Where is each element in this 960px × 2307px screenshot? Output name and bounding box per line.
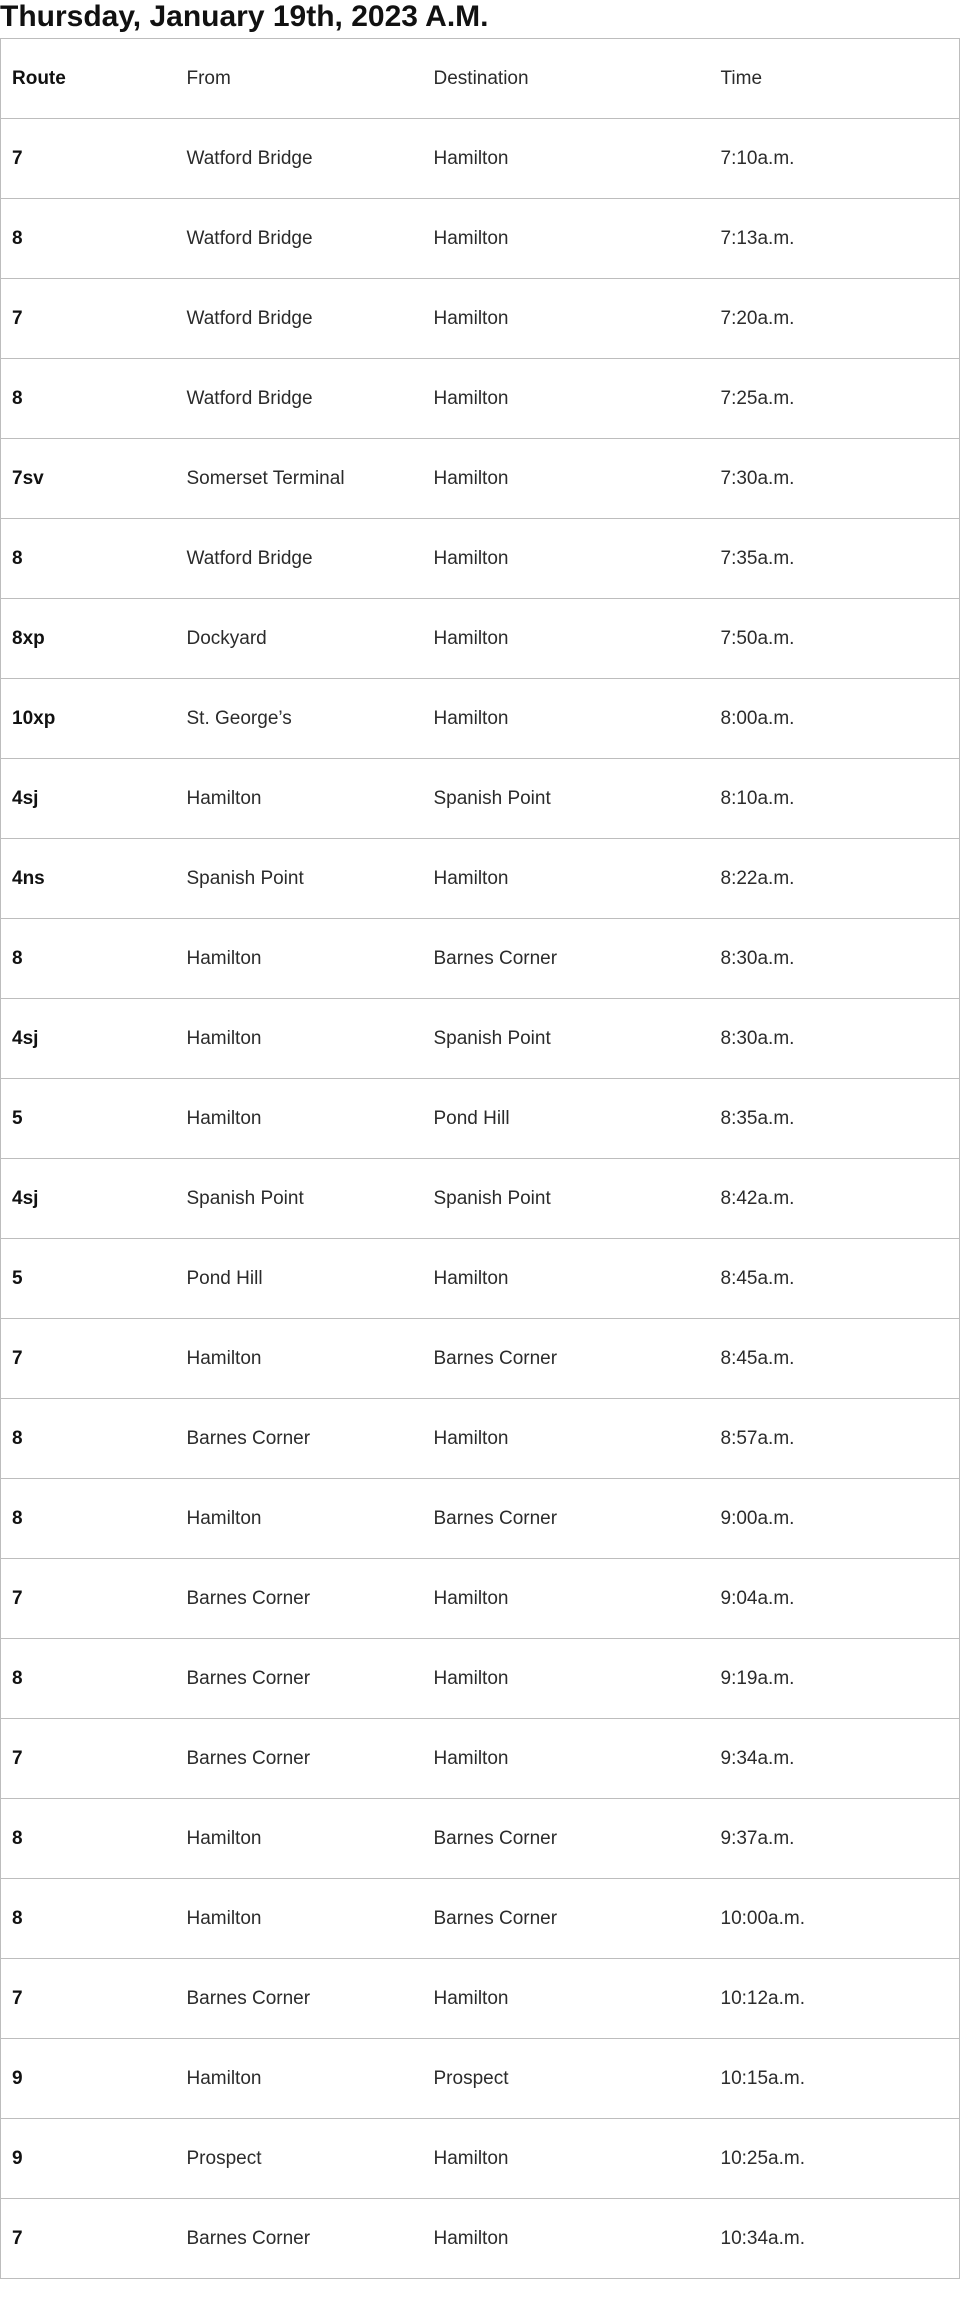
- time-cell: 9:04a.m.: [710, 1559, 960, 1639]
- destination-cell: Hamilton: [423, 1959, 710, 2039]
- table-row: [1, 599, 960, 679]
- table-row: [1, 839, 960, 919]
- from-cell: Barnes Corner: [176, 1559, 423, 1639]
- destination-cell: Hamilton: [423, 439, 710, 519]
- route-cell: 7: [1, 1959, 176, 2039]
- route-cell: 8: [1, 1399, 176, 1479]
- time-cell: 9:34a.m.: [710, 1719, 960, 1799]
- from-cell: Watford Bridge: [176, 119, 423, 199]
- from-cell: Hamilton: [176, 1479, 423, 1559]
- time-cell: 10:12a.m.: [710, 1959, 960, 2039]
- destination-cell: Hamilton: [423, 1239, 710, 1319]
- from-cell: Barnes Corner: [176, 1719, 423, 1799]
- time-cell: 8:30a.m.: [710, 999, 960, 1079]
- table-row: [1, 199, 960, 279]
- destination-cell: Barnes Corner: [423, 1479, 710, 1559]
- time-cell: 8:00a.m.: [710, 679, 960, 759]
- time-cell: 8:42a.m.: [710, 1159, 960, 1239]
- table-row: [1, 759, 960, 839]
- column-header-route: Route: [1, 39, 176, 119]
- time-cell: 8:10a.m.: [710, 759, 960, 839]
- from-cell: Dockyard: [176, 599, 423, 679]
- table-row: [1, 2039, 960, 2119]
- destination-cell: Hamilton: [423, 599, 710, 679]
- route-cell: 10xp: [1, 679, 176, 759]
- destination-cell: Hamilton: [423, 1719, 710, 1799]
- time-cell: 10:00a.m.: [710, 1879, 960, 1959]
- destination-cell: Hamilton: [423, 119, 710, 199]
- destination-cell: Spanish Point: [423, 1159, 710, 1239]
- destination-cell: Hamilton: [423, 1559, 710, 1639]
- time-cell: 10:25a.m.: [710, 2119, 960, 2199]
- from-cell: Hamilton: [176, 1799, 423, 1879]
- destination-cell: Hamilton: [423, 519, 710, 599]
- table-row: [1, 2199, 960, 2279]
- table-row: [1, 359, 960, 439]
- route-cell: 8: [1, 1879, 176, 1959]
- from-cell: Hamilton: [176, 1879, 423, 1959]
- time-cell: 8:57a.m.: [710, 1399, 960, 1479]
- route-cell: 5: [1, 1239, 176, 1319]
- table-body: [1, 119, 960, 2279]
- from-cell: Barnes Corner: [176, 1399, 423, 1479]
- time-cell: 8:45a.m.: [710, 1239, 960, 1319]
- time-cell: 7:35a.m.: [710, 519, 960, 599]
- time-cell: 7:10a.m.: [710, 119, 960, 199]
- table-row: [1, 519, 960, 599]
- table-row: [1, 1239, 960, 1319]
- route-cell: 8: [1, 1799, 176, 1879]
- time-cell: 7:50a.m.: [710, 599, 960, 679]
- table-row: [1, 679, 960, 759]
- time-cell: 7:30a.m.: [710, 439, 960, 519]
- from-cell: Somerset Terminal: [176, 439, 423, 519]
- table-row: [1, 279, 960, 359]
- route-cell: 8xp: [1, 599, 176, 679]
- column-header-destination: Destination: [423, 39, 710, 119]
- route-cell: 7: [1, 1559, 176, 1639]
- table-row: [1, 1639, 960, 1719]
- table-row: [1, 1159, 960, 1239]
- destination-cell: Hamilton: [423, 279, 710, 359]
- from-cell: Hamilton: [176, 759, 423, 839]
- from-cell: Hamilton: [176, 999, 423, 1079]
- time-cell: 7:20a.m.: [710, 279, 960, 359]
- destination-cell: Hamilton: [423, 679, 710, 759]
- route-cell: 7: [1, 279, 176, 359]
- time-cell: 8:35a.m.: [710, 1079, 960, 1159]
- destination-cell: Spanish Point: [423, 759, 710, 839]
- from-cell: Spanish Point: [176, 839, 423, 919]
- time-cell: 9:37a.m.: [710, 1799, 960, 1879]
- destination-cell: Barnes Corner: [423, 1319, 710, 1399]
- destination-cell: Barnes Corner: [423, 919, 710, 999]
- table-row: [1, 1399, 960, 1479]
- destination-cell: Hamilton: [423, 1399, 710, 1479]
- time-cell: 9:19a.m.: [710, 1639, 960, 1719]
- route-cell: 8: [1, 519, 176, 599]
- from-cell: Barnes Corner: [176, 2199, 423, 2279]
- table-row: [1, 1559, 960, 1639]
- table-row: [1, 1319, 960, 1399]
- time-cell: 7:13a.m.: [710, 199, 960, 279]
- table-row: [1, 2119, 960, 2199]
- route-cell: 7: [1, 1319, 176, 1399]
- destination-cell: Pond Hill: [423, 1079, 710, 1159]
- table-row: [1, 1879, 960, 1959]
- table-row: [1, 1959, 960, 2039]
- destination-cell: Hamilton: [423, 2199, 710, 2279]
- destination-cell: Hamilton: [423, 1639, 710, 1719]
- from-cell: Spanish Point: [176, 1159, 423, 1239]
- route-cell: 8: [1, 919, 176, 999]
- from-cell: Watford Bridge: [176, 519, 423, 599]
- route-cell: 7: [1, 1719, 176, 1799]
- destination-cell: Hamilton: [423, 199, 710, 279]
- time-cell: 7:25a.m.: [710, 359, 960, 439]
- destination-cell: Barnes Corner: [423, 1879, 710, 1959]
- from-cell: Barnes Corner: [176, 1639, 423, 1719]
- table-row: [1, 999, 960, 1079]
- from-cell: Hamilton: [176, 1079, 423, 1159]
- route-cell: 8: [1, 1479, 176, 1559]
- table-row: [1, 1719, 960, 1799]
- column-header-from: From: [176, 39, 423, 119]
- route-cell: 9: [1, 2039, 176, 2119]
- time-cell: 8:30a.m.: [710, 919, 960, 999]
- destination-cell: Hamilton: [423, 2119, 710, 2199]
- table-row: [1, 1079, 960, 1159]
- destination-cell: Hamilton: [423, 359, 710, 439]
- table-row: [1, 439, 960, 519]
- table-row: [1, 1479, 960, 1559]
- route-cell: 4sj: [1, 759, 176, 839]
- page-title: Thursday, January 19th, 2023 A.M.: [0, 0, 489, 33]
- from-cell: Prospect: [176, 2119, 423, 2199]
- from-cell: Hamilton: [176, 919, 423, 999]
- time-cell: 8:45a.m.: [710, 1319, 960, 1399]
- destination-cell: Spanish Point: [423, 999, 710, 1079]
- from-cell: St. George’s: [176, 679, 423, 759]
- from-cell: Hamilton: [176, 1319, 423, 1399]
- route-cell: 8: [1, 1639, 176, 1719]
- route-cell: 4sj: [1, 999, 176, 1079]
- column-header-time: Time: [710, 39, 960, 119]
- route-cell: 4sj: [1, 1159, 176, 1239]
- table-header-row: [1, 39, 960, 119]
- destination-cell: Prospect: [423, 2039, 710, 2119]
- destination-cell: Hamilton: [423, 839, 710, 919]
- route-cell: 7sv: [1, 439, 176, 519]
- route-cell: 9: [1, 2119, 176, 2199]
- from-cell: Hamilton: [176, 2039, 423, 2119]
- table-row: [1, 119, 960, 199]
- time-cell: 9:00a.m.: [710, 1479, 960, 1559]
- route-cell: 8: [1, 359, 176, 439]
- from-cell: Watford Bridge: [176, 359, 423, 439]
- from-cell: Watford Bridge: [176, 199, 423, 279]
- from-cell: Pond Hill: [176, 1239, 423, 1319]
- time-cell: 10:15a.m.: [710, 2039, 960, 2119]
- route-cell: 8: [1, 199, 176, 279]
- bus-schedule-table: [0, 38, 960, 2279]
- route-cell: 5: [1, 1079, 176, 1159]
- table-row: [1, 1799, 960, 1879]
- route-cell: 4ns: [1, 839, 176, 919]
- from-cell: Barnes Corner: [176, 1959, 423, 2039]
- route-cell: 7: [1, 2199, 176, 2279]
- from-cell: Watford Bridge: [176, 279, 423, 359]
- time-cell: 10:34a.m.: [710, 2199, 960, 2279]
- table-row: [1, 919, 960, 999]
- destination-cell: Barnes Corner: [423, 1799, 710, 1879]
- route-cell: 7: [1, 119, 176, 199]
- time-cell: 8:22a.m.: [710, 839, 960, 919]
